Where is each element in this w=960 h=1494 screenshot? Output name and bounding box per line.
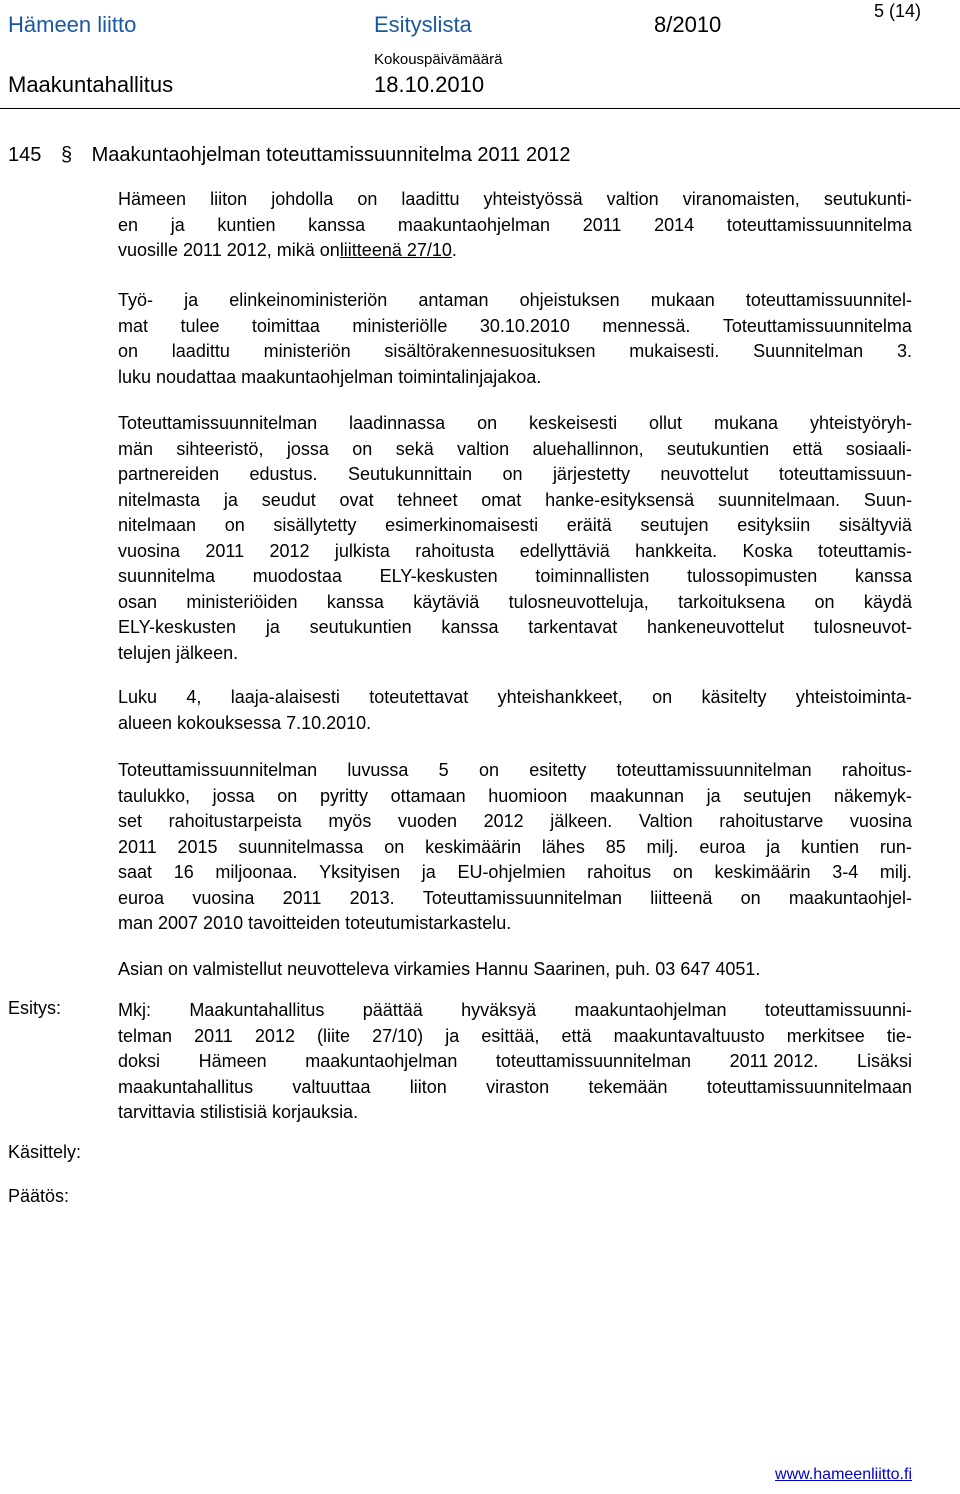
word: vuosina xyxy=(118,540,181,561)
word: edustus. xyxy=(249,464,318,484)
word: on xyxy=(384,836,405,857)
text-line xyxy=(118,288,912,314)
word: doksi xyxy=(118,1051,161,1071)
word: ELY-keskusten xyxy=(118,617,237,637)
word: sosiaali- xyxy=(845,438,912,459)
word: jossa xyxy=(286,438,329,459)
text-line xyxy=(118,513,912,539)
word: set xyxy=(118,811,143,831)
word: rahoitustarpeista xyxy=(168,811,302,831)
word: run- xyxy=(879,836,912,857)
word: maakunnan xyxy=(589,785,684,806)
word: rahoitusta xyxy=(415,540,495,561)
word: nitelmasta xyxy=(118,489,201,510)
word: kanssa xyxy=(441,617,499,637)
paragraph xyxy=(118,957,912,983)
text-line xyxy=(118,1100,912,1126)
text-line xyxy=(118,1049,912,1075)
word: maakuntaohjel- xyxy=(788,887,912,908)
word: hankkeita. xyxy=(635,540,718,561)
word: liiton xyxy=(409,1076,447,1097)
word: tehneet xyxy=(397,489,458,510)
word: yhteistyöryh- xyxy=(809,413,912,433)
word: euroa xyxy=(699,836,746,857)
text-line xyxy=(118,758,912,784)
word: Mkj: xyxy=(118,1000,151,1020)
word: seudut xyxy=(261,489,316,510)
text-line xyxy=(118,238,912,264)
word: tie- xyxy=(886,1025,912,1046)
word: on xyxy=(277,785,298,806)
word: toteuttamissuunnitelman xyxy=(616,760,812,780)
word: suunnitelma xyxy=(118,566,216,586)
word: mukaan xyxy=(650,290,715,310)
document-type: Esityslista xyxy=(374,12,472,37)
word: toiminnallisten xyxy=(535,566,650,586)
text-line xyxy=(118,314,912,340)
word: julkista xyxy=(334,540,390,561)
word: liitteenä xyxy=(650,887,713,908)
word: 2015 xyxy=(177,836,218,857)
word: käydä xyxy=(863,591,912,612)
header-divider xyxy=(0,108,960,109)
word: vuosina xyxy=(849,811,912,831)
word: en xyxy=(118,214,139,235)
word: mukaisesti. xyxy=(629,341,720,361)
word: kanssa xyxy=(326,591,384,612)
paragraph xyxy=(118,288,912,390)
word: näkemyk- xyxy=(833,785,912,806)
page-number: 5 (14) xyxy=(874,1,922,21)
word: tulossopimusten xyxy=(687,566,818,586)
word: muodostaa xyxy=(252,566,342,586)
word: yhteistoiminta- xyxy=(795,687,912,707)
word: 2011 xyxy=(582,214,622,235)
text-line xyxy=(118,1024,912,1050)
word: tulosneuvotteluja, xyxy=(508,591,649,612)
word: suunnitelmassa xyxy=(238,836,364,857)
item-title-text: Maakuntaohjelman toteuttamissuunnitelma 2011 2012 xyxy=(91,144,571,166)
word: rahoitus- xyxy=(841,760,912,780)
word: seutukuntien xyxy=(667,438,770,459)
word: ja xyxy=(421,862,436,882)
word: mennessä. xyxy=(602,315,691,336)
word: 2011 2012. xyxy=(729,1051,819,1071)
word: ollut xyxy=(649,413,683,433)
word: tarkentavat xyxy=(528,617,618,637)
word: seutujen xyxy=(743,785,812,806)
word: 85 xyxy=(605,836,626,857)
text-line xyxy=(118,685,912,711)
word: rahoitus xyxy=(587,862,652,882)
word: päättää xyxy=(362,1000,423,1020)
word: ja xyxy=(184,290,199,310)
text-segment: telujen jälkeen. xyxy=(118,642,239,663)
paragraph xyxy=(118,187,912,264)
word: Toteuttamissuunnitelma xyxy=(722,315,912,336)
word: pyritty xyxy=(319,785,368,806)
word: 2012 xyxy=(254,1025,295,1046)
word: omat xyxy=(481,489,522,510)
text-line xyxy=(118,998,912,1024)
word: on xyxy=(814,591,835,612)
word: keskimäärin xyxy=(425,836,522,857)
word: ja xyxy=(445,1025,460,1046)
paatos-label: Päätös: xyxy=(8,1186,70,1206)
paragraph xyxy=(118,758,912,937)
text-line xyxy=(118,365,912,391)
word: seutukunti- xyxy=(823,189,912,209)
text-line xyxy=(118,187,912,213)
word: hyväksyä xyxy=(461,1000,537,1020)
word: esittää, xyxy=(481,1025,540,1046)
word: liiton xyxy=(210,189,248,209)
word: hankeneuvottelut xyxy=(647,617,785,637)
word: tulosneuvot- xyxy=(813,617,912,637)
word: käsitelty xyxy=(701,687,767,707)
word: viranomaisten, xyxy=(682,189,800,209)
word: kuntien xyxy=(801,836,860,857)
word: valtion xyxy=(606,189,659,209)
word: elinkeinoministeriön xyxy=(229,290,388,310)
word: Suun- xyxy=(863,489,912,510)
word: 5 xyxy=(438,760,449,780)
word: osan xyxy=(118,591,158,612)
text-line xyxy=(118,809,912,835)
organization-name: Hämeen liitto xyxy=(8,12,137,37)
word: neuvottelut xyxy=(660,464,749,484)
word: yhteishankkeet, xyxy=(497,687,623,707)
word: esimerkinomaisesti xyxy=(385,515,539,535)
word: laadittu xyxy=(401,189,460,209)
word: esitetty xyxy=(529,760,587,780)
word: suunnitelmaan. xyxy=(718,489,841,510)
paragraph xyxy=(118,411,912,666)
word: kanssa xyxy=(308,214,366,235)
word: 30.10.2010 xyxy=(479,315,570,336)
word: sisältyviä xyxy=(838,515,912,535)
word: 27/10) xyxy=(372,1025,424,1046)
word: 3-4 xyxy=(832,862,859,882)
website-link[interactable]: www.hameenliitto.fi xyxy=(775,1466,912,1483)
word: 2012 xyxy=(269,540,310,561)
text-line xyxy=(118,488,912,514)
text-line xyxy=(118,437,912,463)
text-line xyxy=(118,957,912,983)
word: ohjeistuksen xyxy=(519,290,620,310)
word: sisällytetty xyxy=(273,515,357,535)
word: huomioon xyxy=(488,785,568,806)
attachment-link[interactable]: liitteenä 27/10 xyxy=(339,240,452,260)
word: laadinnassa xyxy=(349,413,446,433)
word: Toteuttamissuunnitelman xyxy=(422,887,623,908)
word: 2011 xyxy=(205,540,245,561)
word: on xyxy=(357,189,378,209)
text-line xyxy=(118,784,912,810)
word: tekemään xyxy=(588,1076,668,1097)
text-line xyxy=(118,911,912,937)
meeting-date: 18.10.2010 xyxy=(374,72,485,97)
text-segment: Asian on valmistellut neuvotteleva virkamies Hannu Saarinen, puh. 03 647 4051. xyxy=(118,959,761,979)
text-segment: alueen kokouksessa 7.10.2010. xyxy=(118,712,372,733)
word: laaja-alaisesti xyxy=(230,687,340,707)
text-segment: luku noudattaa maakuntaohjelman toimintalinjajakoa. xyxy=(118,366,542,387)
document-number: 8/2010 xyxy=(654,12,722,37)
word: laadittu xyxy=(171,341,230,361)
word: valtuuttaa xyxy=(292,1076,371,1097)
word: on xyxy=(352,438,373,459)
word: mukana xyxy=(713,413,779,433)
word: 3. xyxy=(896,341,912,361)
date-label: Kokouspäivämäärä xyxy=(374,51,503,68)
word: toimittaa xyxy=(251,315,320,336)
word: Toteuttamissuunnitelman xyxy=(118,760,318,780)
word: Hämeen xyxy=(198,1051,267,1071)
word: jälkeen. xyxy=(550,811,613,831)
word: Koska xyxy=(742,540,793,561)
word: Yksityisen xyxy=(319,862,401,882)
text-line xyxy=(118,860,912,886)
word: on xyxy=(477,413,498,433)
word: toteuttamis- xyxy=(817,540,912,561)
text-line xyxy=(118,711,912,737)
word: järjestetty xyxy=(552,464,630,484)
word: män xyxy=(118,438,154,459)
item-title xyxy=(8,144,570,167)
word: ministeriölle xyxy=(352,315,448,336)
word: saat xyxy=(118,862,153,882)
word: on xyxy=(502,464,523,484)
word: EU-ohjelmien xyxy=(457,862,566,882)
word: hanke-esityksensä xyxy=(545,489,695,510)
word: telman xyxy=(118,1025,173,1046)
word: kanssa xyxy=(854,566,912,586)
word: on xyxy=(652,687,673,707)
word: eräitä xyxy=(566,515,612,535)
word: maakuntaohjelman xyxy=(397,214,550,235)
word: kuntien xyxy=(217,214,276,235)
word: valtion xyxy=(457,438,510,459)
word: 2014 xyxy=(654,214,695,235)
word: esityksiin xyxy=(737,515,811,535)
word: toteuttamissuun- xyxy=(778,464,912,484)
text-line xyxy=(118,539,912,565)
word: jossa xyxy=(212,785,255,806)
word: vuosina xyxy=(192,887,255,908)
word: on xyxy=(118,341,139,361)
text-line xyxy=(118,411,912,437)
word: ministeriön xyxy=(263,341,351,361)
text-line xyxy=(118,462,912,488)
word: 2011 xyxy=(194,1025,233,1046)
word: merkitsee xyxy=(786,1025,865,1046)
word: 2011 xyxy=(282,887,322,908)
word: keskimäärin xyxy=(714,862,811,882)
word: edellyttäviä xyxy=(519,540,610,561)
word: partnereiden xyxy=(118,464,220,484)
text-line xyxy=(118,835,912,861)
word: on xyxy=(224,515,245,535)
word: antaman xyxy=(418,290,489,310)
word: on xyxy=(478,760,499,780)
word: myös xyxy=(328,811,372,831)
meeting-body: Maakuntahallitus xyxy=(8,72,174,97)
proposal-paragraph xyxy=(118,998,912,1126)
word: ja xyxy=(265,617,280,637)
word: 2012 xyxy=(483,811,524,831)
word: on xyxy=(740,887,761,908)
word: ottamaan xyxy=(390,785,466,806)
word: sihteeristö, xyxy=(176,438,264,459)
text-line xyxy=(118,213,912,239)
word: luvussa xyxy=(347,760,409,780)
text-line xyxy=(118,590,912,616)
word: seutukuntien xyxy=(309,617,412,637)
word: yhteistyössä xyxy=(483,189,583,209)
text-line xyxy=(118,886,912,912)
section-sign: § xyxy=(60,144,73,166)
word: lähes xyxy=(541,836,585,857)
word: Suunnitelman xyxy=(753,341,864,361)
word: että xyxy=(561,1025,592,1046)
text-line xyxy=(118,339,912,365)
word: nitelmaan xyxy=(118,515,197,535)
word: Maakuntahallitus xyxy=(189,1000,325,1020)
word: vuoden xyxy=(397,811,457,831)
word: toteuttamissuunnitelma xyxy=(726,214,912,235)
word: Työ- xyxy=(118,290,154,310)
word: sekä xyxy=(395,438,434,459)
word: toteuttamissuunnitelman xyxy=(495,1051,692,1071)
text-segment: man 2007 2010 tavoitteiden toteutumistarkastelu. xyxy=(118,913,512,933)
word: käytäviä xyxy=(413,591,480,612)
word: ELY-keskusten xyxy=(379,566,498,586)
word: 16 xyxy=(173,862,194,882)
kasittely-label: Käsittely: xyxy=(8,1142,82,1162)
word: viraston xyxy=(486,1076,550,1097)
word: miljoonaa. xyxy=(215,862,298,882)
word: toteutettavat xyxy=(369,687,469,707)
word: tulee xyxy=(180,315,220,336)
word: maakuntaohjelman xyxy=(305,1051,458,1071)
word: (liite xyxy=(317,1025,351,1046)
word: toteuttamissuunni- xyxy=(764,1000,912,1020)
word: euroa xyxy=(118,887,165,908)
word: milj. xyxy=(646,836,679,857)
text-line xyxy=(118,1075,912,1101)
word: sisältörakennesuosituksen xyxy=(384,341,596,361)
text-segment: . xyxy=(451,240,457,260)
word: Lisäksi xyxy=(856,1051,912,1071)
text-segment: tarvittavia stilistisiä korjauksia. xyxy=(118,1102,359,1122)
word: että xyxy=(792,438,823,459)
word: 4, xyxy=(186,687,202,707)
word: johdolla xyxy=(271,189,334,209)
word: seutujen xyxy=(640,515,709,535)
text-segment: vuosille 2011 2012, mikä on xyxy=(118,240,340,260)
word: tarkoituksena xyxy=(678,591,786,612)
paragraph xyxy=(118,685,912,736)
word: 2011 xyxy=(118,836,157,857)
word: 2013. xyxy=(349,887,395,908)
word: ovat xyxy=(339,489,374,510)
word: Luku xyxy=(118,687,158,707)
word: mat xyxy=(118,315,149,336)
word: Seutukunnittain xyxy=(347,464,473,484)
text-line xyxy=(118,615,912,641)
word: Valtion xyxy=(638,811,693,831)
word: aluehallinnon, xyxy=(532,438,644,459)
text-line xyxy=(118,564,912,590)
word: ja xyxy=(170,214,185,235)
word: maakuntahallitus xyxy=(118,1076,254,1097)
word: milj. xyxy=(879,862,912,882)
word: rahoitustarve xyxy=(719,811,824,831)
word: toteuttamissuunnitelmaan xyxy=(706,1076,912,1097)
word: toteuttamissuunnitel- xyxy=(745,290,912,310)
esitys-label: Esitys: xyxy=(8,998,62,1018)
word: Toteuttamissuunnitelman xyxy=(118,413,318,433)
text-line xyxy=(118,641,912,667)
item-number: 145 xyxy=(8,144,42,166)
word: ja xyxy=(223,489,238,510)
word: taulukko, xyxy=(118,785,191,806)
word: ja xyxy=(706,785,721,806)
word: maakuntavaltuusto xyxy=(613,1025,765,1046)
word: Hämeen xyxy=(118,189,187,209)
word: on xyxy=(672,862,693,882)
word: keskeisesti xyxy=(529,413,618,433)
word: ministeriöiden xyxy=(186,591,298,612)
word: ja xyxy=(766,836,781,857)
word: maakuntaohjelman xyxy=(574,1000,727,1020)
